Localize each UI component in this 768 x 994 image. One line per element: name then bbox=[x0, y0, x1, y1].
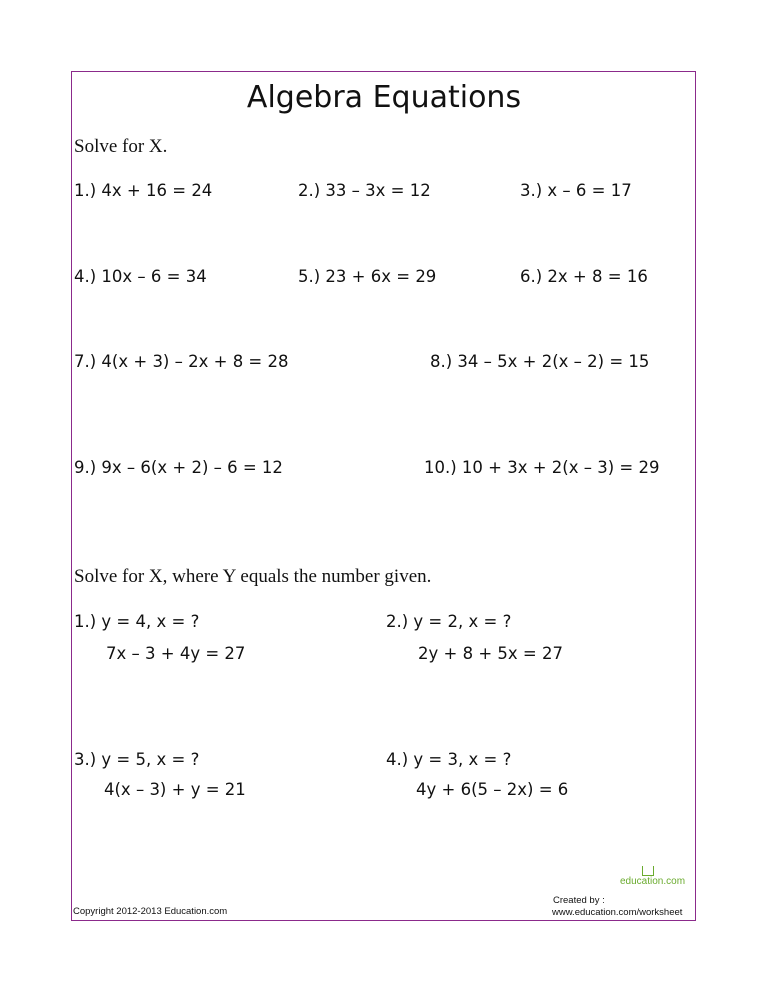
y-problem-2-given: 2.) y = 2, x = ? bbox=[386, 612, 512, 631]
problem-9: 9.) 9x – 6(x + 2) – 6 = 12 bbox=[74, 458, 283, 477]
y-problem-3-given: 3.) y = 5, x = ? bbox=[74, 750, 200, 769]
y-problem-1-equation: 7x – 3 + 4y = 27 bbox=[106, 644, 246, 663]
problem-4: 4.) 10x – 6 = 34 bbox=[74, 267, 207, 286]
worksheet-url[interactable]: www.education.com/worksheet bbox=[552, 907, 683, 918]
logo-text: education.com bbox=[620, 876, 686, 887]
y-problem-4-given: 4.) y = 3, x = ? bbox=[386, 750, 512, 769]
problem-1: 1.) 4x + 16 = 24 bbox=[74, 181, 213, 200]
problem-5: 5.) 23 + 6x = 29 bbox=[298, 267, 437, 286]
worksheet-title: Algebra Equations bbox=[246, 80, 522, 115]
problem-8: 8.) 34 – 5x + 2(x – 2) = 15 bbox=[430, 352, 650, 371]
problem-7: 7.) 4(x + 3) – 2x + 8 = 28 bbox=[74, 352, 289, 371]
education-logo bbox=[620, 876, 685, 887]
y-problem-2-equation: 2y + 8 + 5x = 27 bbox=[418, 644, 563, 663]
section2-heading: Solve for X, where Y equals the number given. bbox=[74, 566, 432, 587]
created-by-label: Created by : bbox=[553, 895, 605, 906]
problem-3: 3.) x – 6 = 17 bbox=[520, 181, 632, 200]
book-icon bbox=[642, 866, 654, 876]
section1-heading: Solve for X. bbox=[74, 136, 168, 157]
copyright-text: Copyright 2012-2013 Education.com bbox=[73, 906, 228, 917]
y-problem-4-equation: 4y + 6(5 – 2x) = 6 bbox=[416, 780, 569, 799]
problem-6: 6.) 2x + 8 = 16 bbox=[520, 267, 648, 286]
y-problem-1-given: 1.) y = 4, x = ? bbox=[74, 612, 200, 631]
y-problem-3-equation: 4(x – 3) + y = 21 bbox=[104, 780, 246, 799]
problem-2: 2.) 33 – 3x = 12 bbox=[298, 181, 431, 200]
problem-10: 10.) 10 + 3x + 2(x – 3) = 29 bbox=[424, 458, 660, 477]
